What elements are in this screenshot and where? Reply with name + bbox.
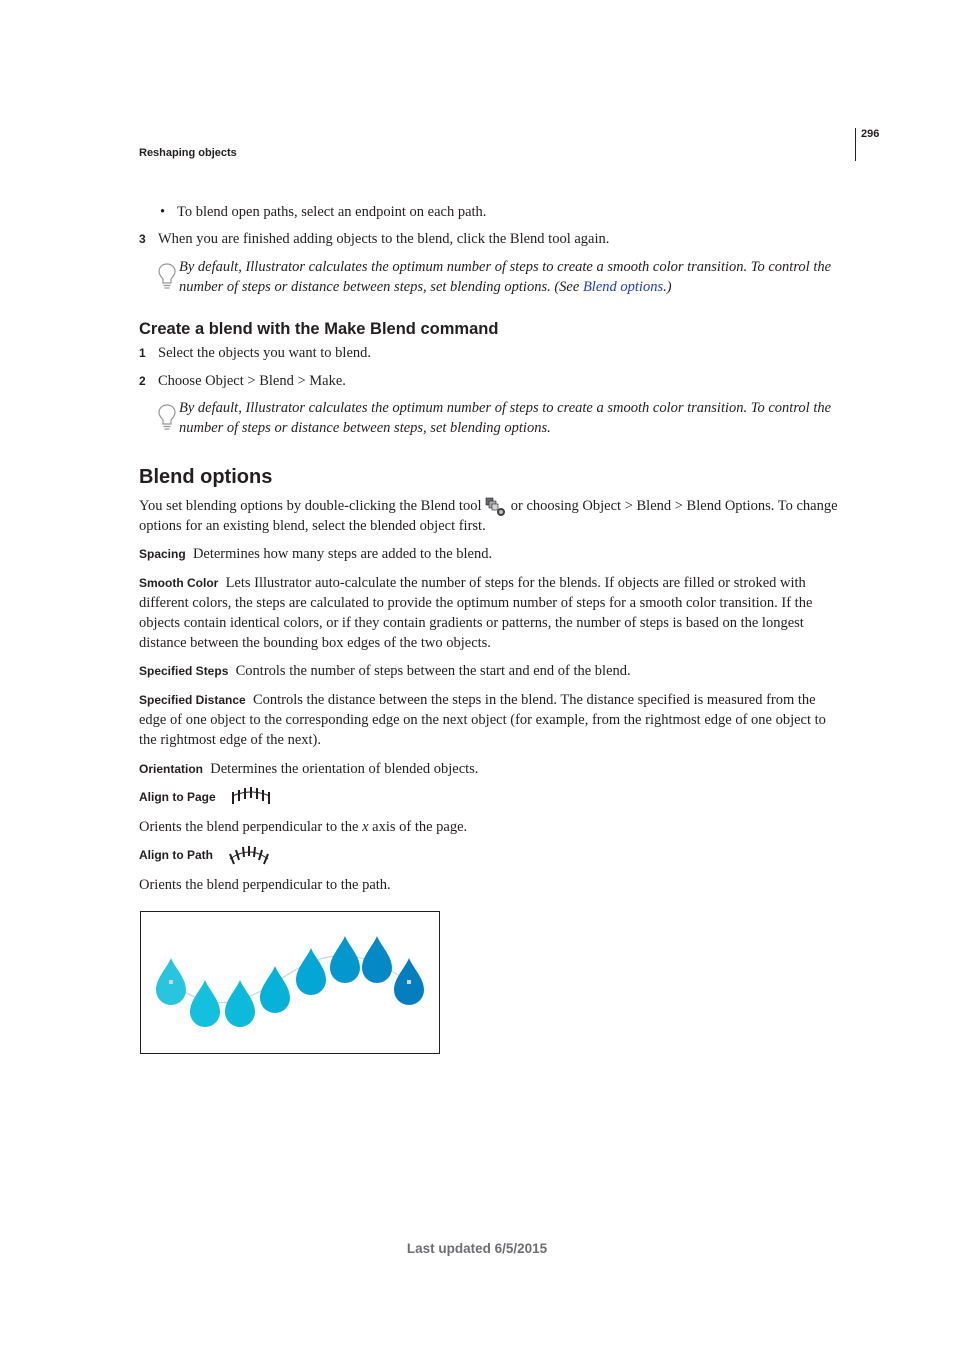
definition-text: distance between the bounding box edges of the two objects. — [139, 635, 491, 651]
align-page-description — [139, 817, 467, 837]
definition-term: Spacing — [139, 547, 186, 561]
definition-text: Controls the distance between the steps in the blend. The distance specified is measured from the — [252, 692, 816, 708]
definition-orientation — [139, 759, 478, 779]
definition-text: Determines how many steps are added to the blend. — [192, 546, 493, 562]
align-to-path-icon — [228, 845, 270, 865]
footer-last-updated: Last updated 6/5/2015 — [406, 1241, 548, 1256]
intro-line: options for an existing blend, select the blended object first. — [139, 518, 486, 534]
water-drop — [362, 936, 392, 983]
definition-text: the rightmost edge of the next). — [139, 732, 322, 748]
header-rule — [855, 128, 856, 161]
step-number: 2 — [139, 374, 146, 388]
definition-text: Orients the blend perpendicular to the — [139, 819, 363, 835]
bullet-marker: • — [160, 204, 166, 220]
intro-line — [139, 496, 838, 517]
definition-term: Specified Distance — [139, 693, 246, 707]
section-heading: Blend options — [139, 466, 273, 488]
lightbulb-icon — [158, 404, 176, 432]
definition-term: Specified Steps — [139, 664, 229, 678]
definition-text: axis of the page. — [368, 819, 468, 835]
definition-term: Orientation — [139, 762, 204, 776]
tip-line: By default, Illustrator calculates the optimum number of steps to create a smooth color transition. To control the — [179, 259, 832, 275]
page-number: 296 — [861, 128, 880, 140]
section-heading: Create a blend with the Make Blend command — [139, 320, 499, 338]
step-text: When you are finished adding objects to the blend, click the Blend tool again. — [158, 231, 610, 247]
definition-term: Smooth Color — [139, 576, 219, 590]
align-to-page-icon — [230, 786, 272, 806]
step-number: 1 — [139, 346, 146, 360]
step-number: 3 — [139, 232, 146, 246]
definition-text: Controls the number of steps between the start and end of the blend. — [235, 663, 631, 679]
intro-text: or choosing Object > Blend > Blend Options. To change — [510, 498, 838, 514]
definition-spacing — [139, 544, 492, 564]
definition-text: different colors, the steps are calculated to provide the optimum number of steps for a smooth color transition. If the — [139, 595, 813, 611]
step-text: Choose Object > Blend > Make. — [158, 373, 346, 389]
blend-options-link[interactable]: Blend options — [582, 279, 664, 295]
lightbulb-icon — [158, 263, 176, 291]
definition-specified-distance — [139, 690, 816, 710]
align-path-description: Orients the blend perpendicular to the path. — [139, 877, 391, 893]
water-drop — [260, 966, 290, 1013]
water-drop — [190, 980, 220, 1027]
anchor-point — [407, 980, 411, 984]
definition-text: edge of one object to the corresponding edge on the next object (for example, from the rightmost edge of one object to — [139, 712, 826, 728]
water-drop — [330, 936, 360, 983]
definition-text: Determines the orientation of blended objects. — [210, 761, 479, 777]
bullet-item: To blend open paths, select an endpoint on each path. — [177, 204, 487, 220]
definition-specified-steps — [139, 661, 631, 681]
blend-figure — [140, 911, 440, 1054]
blend-tool-icon — [485, 497, 507, 517]
definition-smooth-color — [139, 573, 806, 593]
blended-drops-illustration — [141, 912, 439, 1053]
tip-line — [179, 277, 672, 297]
definition-term: Align to Path — [139, 848, 213, 862]
tip-text: number of steps or distance between steps, set blending options. (See — [179, 279, 583, 295]
tip-line: number of steps or distance between steps, set blending options. — [179, 420, 551, 436]
running-head: Reshaping objects — [139, 147, 237, 159]
water-drop — [225, 980, 255, 1027]
definition-text: Lets Illustrator auto-calculate the number of steps for the blends. If objects are filled or stroked with — [225, 575, 806, 591]
definition-term: Align to Page — [139, 790, 216, 804]
x-axis-label: x — [362, 819, 369, 835]
intro-text: You set blending options by double-clicking the Blend tool — [139, 498, 482, 514]
anchor-point — [169, 980, 173, 984]
tip-text: .) — [663, 279, 672, 295]
water-drop — [296, 948, 326, 995]
definition-text: objects contain identical colors, or if they contain gradients or patterns, the number of steps is based on the longest — [139, 615, 804, 631]
tip-line: By default, Illustrator calculates the optimum number of steps to create a smooth color transition. To control the — [179, 400, 832, 416]
step-text: Select the objects you want to blend. — [158, 345, 372, 361]
